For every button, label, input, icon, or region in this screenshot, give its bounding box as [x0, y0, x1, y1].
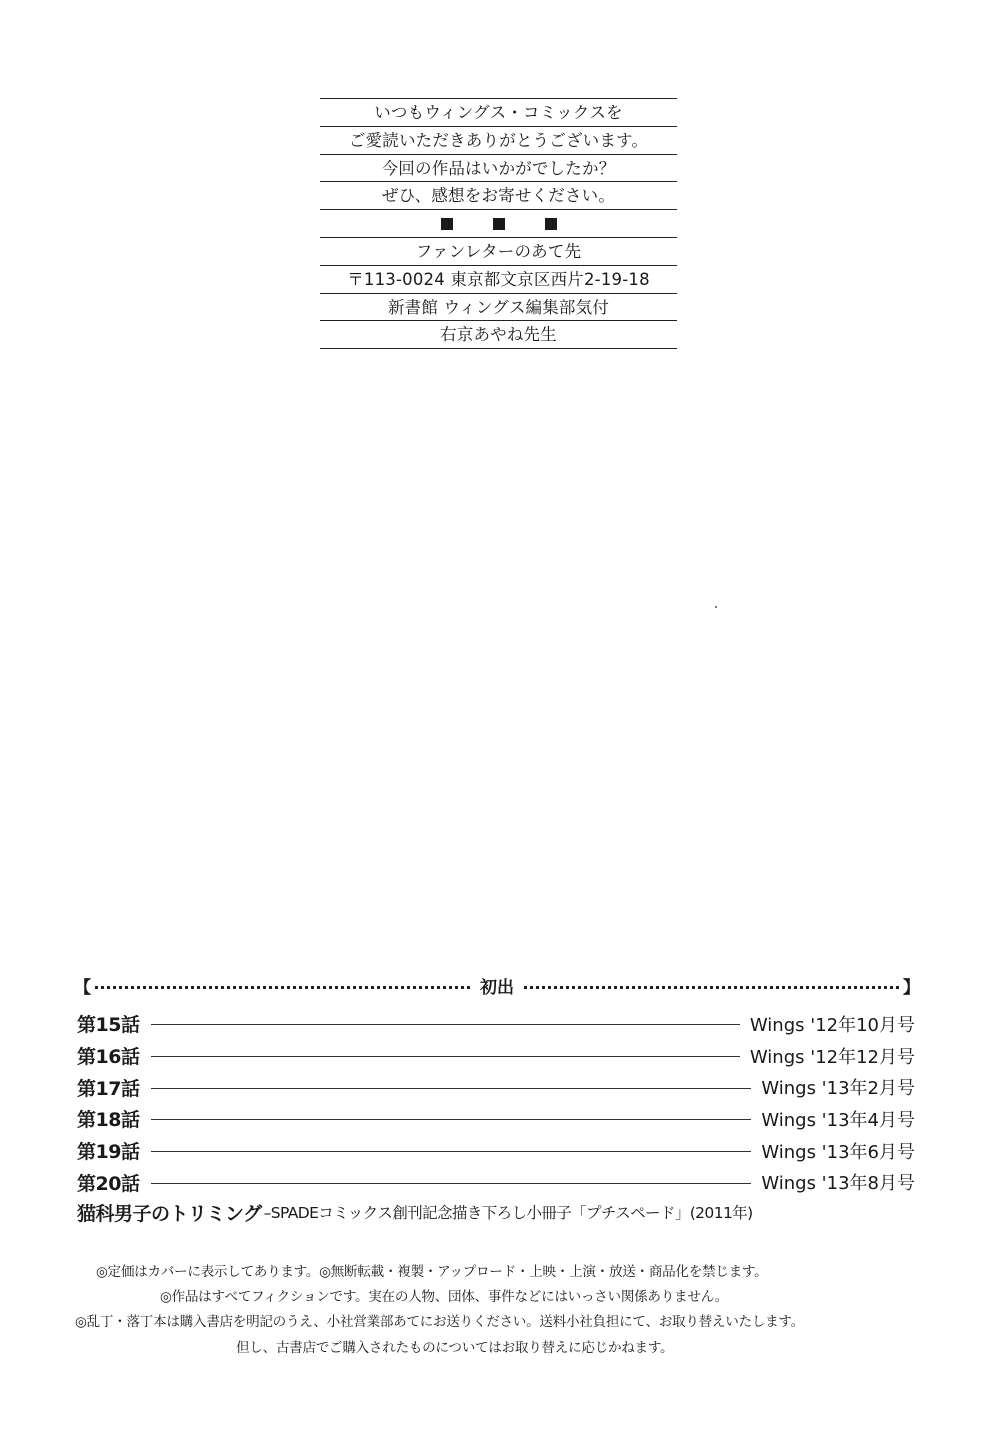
list-item	[77, 1135, 915, 1167]
note-line: ◎乱丁・落丁本は購入書店を明記のうえ、小社営業部あてにお送りください。送料小社負担にて、お取り替えいたします。	[75, 1314, 804, 1331]
source-label: Wings '12年10月号	[749, 1014, 915, 1036]
bracket-open: 【	[74, 977, 91, 998]
square-bullet-icon	[441, 218, 453, 230]
list-item	[77, 1071, 915, 1103]
special-entry	[77, 1197, 915, 1227]
dotted-leader	[524, 986, 899, 989]
episode-label: 第18話	[77, 1109, 140, 1132]
source-label: Wings '13年8月号	[761, 1173, 915, 1195]
leader-line	[151, 1151, 751, 1152]
source-label: Wings '13年6月号	[761, 1141, 915, 1163]
episode-label: 第19話	[77, 1141, 140, 1164]
episode-label: 第17話	[77, 1077, 140, 1100]
square-bullet-icon	[545, 218, 557, 230]
legal-notes	[70, 1260, 930, 1361]
leader-line	[151, 1024, 739, 1025]
source-label: Wings '12年12月号	[749, 1046, 915, 1068]
first-appearance-header	[74, 972, 920, 998]
special-description: –SPADEコミックス創刊記念描き下ろし小冊子「プチスペード」(2011年)	[263, 1204, 753, 1222]
source-label: Wings '13年2月号	[761, 1078, 915, 1100]
note-line: ◎定価はカバーに表示してあります。◎無断転載・複製・アップロード・上映・上演・放送・商品化を禁じます。	[96, 1264, 768, 1280]
leader-line	[151, 1088, 751, 1089]
company-line: 新書館 ウィングス編集部気付	[320, 294, 677, 322]
episode-label: 第15話	[77, 1014, 140, 1037]
author-line: 右京あやね先生	[320, 321, 677, 349]
separator-squares	[320, 210, 677, 238]
episode-label: 第20話	[77, 1172, 140, 1195]
list-item	[77, 1103, 915, 1135]
list-item	[77, 1166, 915, 1198]
leader-line	[151, 1183, 751, 1184]
greeting-line: ご愛読いただきありがとうございます。	[320, 127, 677, 155]
stray-dot	[715, 606, 717, 608]
episode-label: 第16話	[77, 1046, 140, 1069]
bracket-close: 】	[903, 977, 920, 998]
source-label: Wings '13年4月号	[761, 1109, 915, 1131]
square-bullet-icon	[493, 218, 505, 230]
greeting-line: ぜひ、感想をお寄せください。	[320, 182, 677, 210]
first-appearance-label: 初出	[480, 977, 514, 998]
list-item	[77, 1040, 915, 1072]
greeting-line: いつもウィングス・コミックスを	[320, 99, 677, 127]
dotted-leader	[95, 986, 470, 989]
postal-address: 〒113-0024 東京都文京区西片2-19-18	[320, 266, 677, 294]
special-title: 猫科男子のトリミング	[77, 1202, 262, 1225]
leader-line	[151, 1119, 751, 1120]
list-item	[77, 1008, 915, 1040]
greeting-line: 今回の作品はいかがでしたか？	[320, 155, 677, 183]
fan-letter-box	[320, 98, 677, 349]
address-title: ファンレターのあて先	[320, 238, 677, 266]
note-line: 但し、古書店でご購入されたものについてはお取り替えに応じかねます。	[236, 1339, 674, 1356]
first-appearance-list	[77, 1008, 915, 1198]
leader-line	[151, 1056, 739, 1057]
note-line: ◎作品はすべてフィクションです。実在の人物、団体、事件などにはいっさい関係ありません。	[160, 1289, 728, 1306]
